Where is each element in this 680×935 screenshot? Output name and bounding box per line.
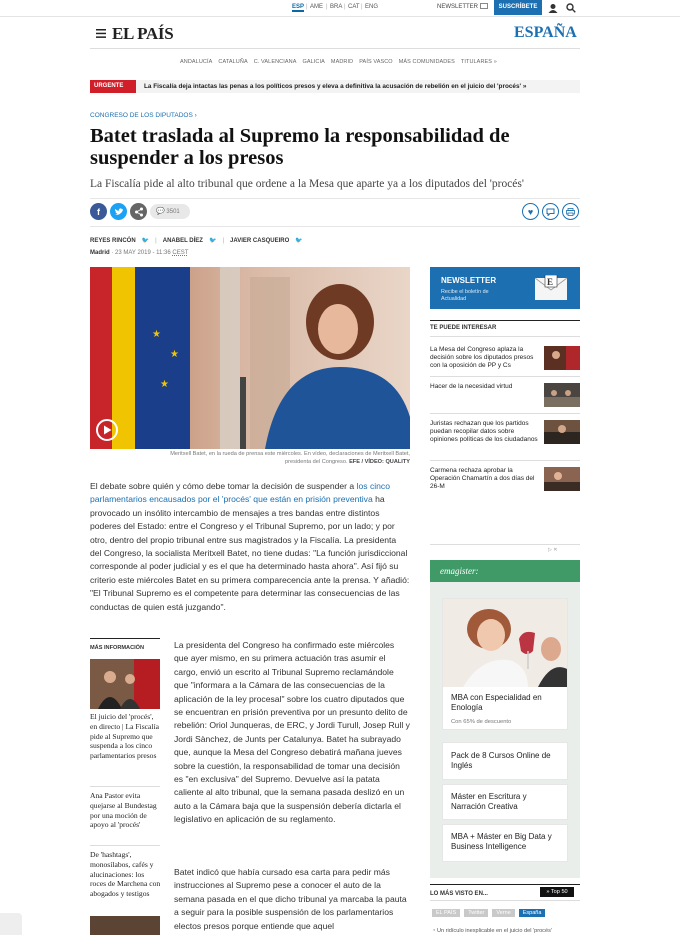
article-paragraph [90, 480, 410, 614]
twitter-icon[interactable]: 🐦 [141, 238, 150, 244]
region-link[interactable]: MÁS COMUNIDADES [398, 59, 455, 65]
region-link[interactable]: TITULARES » [460, 59, 497, 65]
svg-text:★: ★ [152, 329, 161, 340]
site-logo[interactable]: EL PAÍS [112, 24, 174, 43]
related-item[interactable]: Hacer de la necesidad virtud [430, 383, 513, 390]
dateline-city: Madrid [90, 250, 110, 256]
user-icon[interactable] [548, 3, 558, 13]
menu-icon[interactable] [96, 29, 106, 38]
ad-block[interactable] [430, 560, 580, 878]
section-country[interactable]: ESPAÑA [514, 24, 577, 41]
tab-verne[interactable]: Verne [492, 909, 514, 917]
ad-course-title: MBA con Especialidad en Enología [451, 693, 542, 712]
related-title: TE PUEDE INTERESAR [430, 325, 497, 331]
author-name[interactable]: ANABEL DÍEZ [162, 237, 203, 244]
related-thumbnail[interactable] [544, 383, 580, 407]
comments-count-value: 3501 [166, 209, 180, 215]
top50-button[interactable]: » Top 50 [540, 887, 574, 897]
edition-esp[interactable]: ESP [292, 4, 305, 10]
comment-icon[interactable] [542, 203, 559, 220]
caption-line-1: Meritxell Batet, en la rueda de prensa este miércoles. En vídeo, declaraciones de Meritxell Batet, [170, 451, 410, 457]
comments-count[interactable]: 💬 3501 [150, 204, 190, 219]
related-thumbnail[interactable] [544, 467, 580, 491]
related-item[interactable]: Carmena rechaza aprobar la Operación Chamartín a dos días del 26-M [430, 467, 535, 491]
ad-course-card[interactable] [442, 742, 568, 780]
ad-course-card[interactable] [442, 598, 568, 730]
related-item[interactable]: La Mesa del Congreso aplaza la decisión sobre los diputados presos con la oposición de PP y Cs [430, 346, 534, 370]
related-thumbnail[interactable] [544, 420, 580, 444]
regions-nav [180, 59, 497, 65]
most-viewed-title: LO MÁS VISTO EN... [430, 891, 488, 897]
author-name[interactable]: JAVIER CASQUEIRO [230, 237, 290, 244]
tab-twitter[interactable]: Twitter [464, 909, 488, 917]
edition-bra[interactable]: BRA [330, 4, 343, 10]
facebook-share-icon[interactable]: f [90, 203, 107, 220]
twitter-icon[interactable]: 🐦 [208, 238, 217, 244]
article-paragraph: Batet indicó que había cursado esa carta para pedir más instrucciones al Supremo pese a conocer el auto de la semana pasada en el que dicho tribunal ya marcaba la pauta a seguir para la posible suspensión de los parlamentarios electos presos porque entiende que aquel [174, 867, 407, 931]
svg-text:★: ★ [160, 379, 169, 390]
authors: REYES RINCÓN 🐦 | ANABEL DÍEZ 🐦 | JAVIER CASQUEIRO 🐦 [90, 237, 303, 244]
related-item[interactable]: Juristas rechazan que los partidos puedan recopilar datos sobre opiniones políticas de los ciudadanos [430, 420, 538, 444]
ad-course-title: Pack de 8 Cursos Online de Inglés [451, 751, 551, 770]
more-info-thumbnail[interactable] [90, 659, 160, 709]
inline-link[interactable]: los cinco parlamentarios encausados por el 'procés' que están en prisión preventiva [90, 481, 391, 505]
paragraph-text: ha provocado un insólito intercambio de mensajes a tres bandas entre distintos poderes del Estado: entre el Congreso y el Tribunal Supremo, por un lado; y por otro, dentro del propio tribunal entre sus magistrados y la Fiscalía. La presidenta del Congreso, la socialista Meritxell Batet, no tiene dudas: "La función jurisdiccional corresponde al poder judicial y es el que ha determinado hasta ahora". Así fijó su criterio este miércoles Batet en su primera comparecencia ante la prensa. Y añadió: "El Tribunal Supremo es el competente para determinar las consecuencias de las conductas de quien está juzgando". [90, 494, 410, 612]
author-name[interactable]: REYES RINCÓN [90, 237, 136, 244]
subscribe-button[interactable]: SUSCRÍBETE [494, 0, 542, 15]
article-paragraph: La presidenta del Congreso ha confirmado este miércoles que ayer mismo, en su primera actuación tras asumir el cargo, envió un escrito al Tribunal Supremo reclamándole que "informara a la Cámara de las consecuencias de la aplicación de la ley procesal" sobre los cuatro diputados que se encuentran en prisión preventiva por un presunto delito de rebelión: Oriol Junqueras, de ERC, y Jordi Turull, Josep Rull y Jordi Sànchez, de Junts per Catalunya. Batet ha subrayado que, aunque la Mesa del Congreso debatirá mañana jueves sobre la cuestión, la responsabilidad de tomar una decisión es "en exclusiva" del Supremo. Devuelve así la patata caliente al alto tribunal, que la semana pasada deslizó en un auto a la Cámara baja que la suspensión debería dictarla el legislativo en aplicación de su reglamento. [174, 640, 410, 825]
ad-brand: emagister: [440, 566, 479, 576]
share-icon[interactable] [130, 203, 147, 220]
photo-caption [90, 451, 410, 466]
caption-line-2: presidenta del Congreso. [285, 458, 348, 465]
ad-course-title: MBA + Máster en Big Data y Business Intelligence [451, 832, 552, 851]
dateline-timezone: CEST [172, 250, 189, 256]
svg-text:E: E [547, 277, 554, 287]
article-title: Batet traslada al Supremo la responsabilidad de suspender a los presos [90, 125, 510, 169]
ad-course-discount: Con 65% de descuento [451, 719, 512, 725]
more-info-item[interactable]: De 'hashtags', monosílabos, cafés y alucinaciones: los roces de Marchena con abogados y testigos [90, 850, 161, 899]
most-viewed-item[interactable] [432, 928, 552, 934]
edition-ame[interactable]: AME [310, 4, 324, 10]
more-info-thumbnail[interactable] [90, 916, 160, 935]
most-viewed-item-text: Un ridículo inexplicable en el juicio del 'procés' [436, 928, 552, 934]
most-viewed-tabs [432, 909, 545, 917]
twitter-share-icon[interactable] [110, 203, 127, 220]
ad-course-card[interactable] [442, 824, 568, 862]
envelope-icon [534, 275, 568, 301]
ad-choice-icon[interactable]: ▷ ✕ [548, 547, 558, 553]
mail-icon[interactable] [480, 3, 488, 9]
region-link[interactable]: CATALUÑA [218, 59, 248, 65]
edition-eng[interactable]: ENG [365, 4, 379, 10]
ad-course-title: Máster en Escritura y Narración Creativa [451, 792, 527, 811]
urgent-headline[interactable]: La Fiscalía deja intactas las penas a los políticos presos y eleva a definitiva la acusación de rebelión en el juicio del 'procés' » [144, 83, 527, 90]
ad-course-image [443, 599, 567, 687]
print-icon[interactable] [562, 203, 579, 220]
urgent-label: URGENTE [90, 80, 136, 93]
newsletter-link[interactable]: NEWSLETTER [437, 4, 479, 10]
more-info-item[interactable]: El juicio del 'procés', en directo | La Fiscalía pide al Supremo que suspenda a los cinco parlamentarios presos [90, 712, 159, 761]
article-photo[interactable] [90, 267, 410, 449]
newsletter-box[interactable] [430, 267, 580, 309]
twitter-icon[interactable]: 🐦 [295, 238, 303, 244]
clock-icon: ◔ [432, 928, 436, 934]
region-link[interactable]: MADRID [330, 59, 354, 65]
article-subtitle: La Fiscalía pide al alto tribunal que ordene a la Mesa que aparte ya a los diputados del 'procés' [90, 178, 524, 190]
newsletter-box-text: Recibe el boletín de Actualidad [441, 289, 489, 302]
paragraph-text: El debate sobre quién y cómo debe tomar la decisión de suspender a [90, 481, 357, 491]
article-section[interactable]: CONGRESO DE LOS DIPUTADOS › [90, 112, 197, 119]
newsletter-box-title: NEWSLETTER [441, 276, 497, 285]
ad-course-card[interactable] [442, 784, 568, 820]
heart-icon[interactable]: ♥ [522, 203, 539, 220]
more-info-title: MÁS INFORMACIÓN [90, 645, 145, 651]
tab-elpais[interactable]: EL PAÍS [432, 909, 460, 917]
more-info-item[interactable]: Ana Pastor evita quejarse al Bundestag por una moción de apoyo al 'procés' [90, 791, 157, 830]
related-thumbnail[interactable] [544, 346, 580, 370]
play-video-icon[interactable] [96, 419, 118, 441]
tab-espana[interactable]: España [519, 909, 546, 917]
caption-credit: EFE / VÍDEO: QUALITY [349, 458, 410, 465]
scroll-widget[interactable] [0, 913, 22, 935]
dateline [90, 250, 188, 256]
edition-cat[interactable]: CAT [348, 4, 360, 10]
region-link[interactable]: ANDALUCÍA [180, 59, 213, 65]
dateline-date: · 23 MAY 2019 - 11:36 [111, 250, 171, 256]
svg-text:★: ★ [170, 349, 179, 360]
region-link[interactable]: GALICIA [302, 59, 325, 65]
region-link[interactable]: C. VALENCIANA [253, 59, 297, 65]
search-icon[interactable] [566, 3, 576, 13]
region-link[interactable]: PAÍS VASCO [359, 59, 393, 65]
